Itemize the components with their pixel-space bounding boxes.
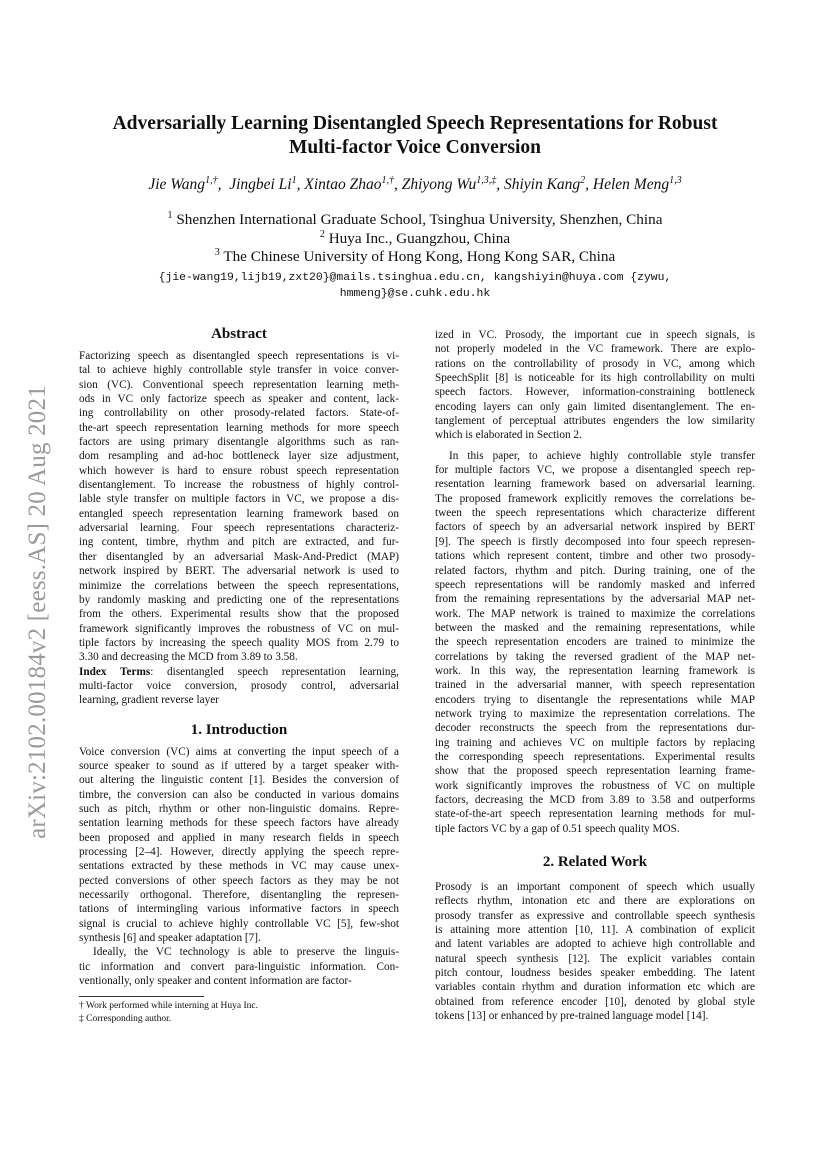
- text-line: correlations by taking the reversed gradient of the MAP net-: [435, 650, 755, 663]
- text-line: the corresponding speech representations. Experimental results: [435, 750, 755, 763]
- text-line: 3.30 and decreasing the MCD from 3.89 to 3.58.: [79, 651, 298, 664]
- index-terms-line: multi-factor voice conversion, prosody control, adversarial: [79, 679, 399, 692]
- text-line: tic information and convert para-linguistic information. Con-: [79, 960, 399, 973]
- arxiv-identifier: arXiv:2102.00184v2 [eess.AS] 20 Aug 2021: [24, 385, 51, 839]
- text-line: signal is crucial to achieve highly controllable VC [5], few-shot: [79, 917, 399, 930]
- text-line: prosody transfer as expressive and controllable speech synthesis: [435, 909, 755, 922]
- email-line-2: hmmeng}@se.cuhk.edu.hk: [339, 288, 491, 300]
- text-line: which however is hard to ensure robust speech representation: [79, 464, 399, 477]
- footnote-2: ‡ Corresponding author.: [79, 1014, 172, 1025]
- text-line: encoders trying to disentangle the representations while MAP: [435, 693, 755, 706]
- affiliation-2: [80, 229, 750, 248]
- text-line: variables contain rhythm and duration information etc which are: [435, 981, 755, 994]
- intro-paragraph-2: [79, 945, 399, 988]
- text-line: by randomly masking and predicting one of the representations: [79, 593, 399, 606]
- text-line: lable style transfer on multiple factors in VC, we propose a dis-: [79, 493, 399, 506]
- text-line: from the remaining representations by the adversarial MAP net-: [435, 593, 755, 606]
- text-line: speech representations will be randomly masked and inferred: [435, 578, 755, 591]
- text-line: framework significantly improves the robustness of VC on mul-: [79, 622, 399, 635]
- index-terms-label: Index Terms: [79, 665, 151, 678]
- text-line: synthesis [6] and speaker adaptation [7].: [79, 932, 261, 945]
- right-column: [435, 328, 755, 1023]
- text-line: timbre, the conversion can also be conducted in various domains: [79, 788, 399, 801]
- author-sup: 1,†: [381, 175, 394, 186]
- text-line: natural speech synthesis [12]. The explicit variables contain: [435, 952, 755, 965]
- arxiv-side-label: [18, 352, 58, 872]
- text-line: adversarial learning. Four speech representations characteriz-: [79, 522, 399, 535]
- text-line: rations on the controllability of prosody in VC, among which: [435, 357, 755, 370]
- text-line: Prosody is an important component of speech which usually: [435, 881, 755, 894]
- title-line-1: Adversarially Learning Disentangled Speech Representations for Robust: [112, 113, 718, 134]
- text-line: the-art speech representation learning methods for more speech: [79, 421, 399, 434]
- text-line: network trying to maximize the representation correlations. The: [435, 707, 755, 720]
- text-line: tween the speech representations which characterize different: [435, 507, 755, 520]
- text-line: speech factors. However, information-constraining bottleneck: [435, 386, 755, 399]
- affiliation-sup: 2: [319, 229, 325, 240]
- author-sup: 1,†: [205, 175, 218, 186]
- index-terms: [79, 665, 399, 708]
- intro-paragraph-1: [79, 745, 399, 946]
- text-line: out altering the linguistic content [1]. Besides the conversion of: [79, 774, 399, 787]
- paper-title: [100, 112, 730, 160]
- text-line: decoder reconstructs the speech from the representations dur-: [435, 722, 755, 735]
- affiliation-sup: 3: [214, 247, 220, 258]
- author: Helen Meng: [592, 176, 670, 194]
- text-line: Voice conversion (VC) aims at converting the input speech of a: [79, 745, 399, 758]
- text-line: processing [2–4]. However, directly applying the speech repre-: [79, 846, 399, 858]
- affiliation-1: [80, 210, 750, 229]
- text-line: Ideally, the VC technology is able to preserve the linguis-: [93, 946, 399, 959]
- intro-paragraph-4: [435, 449, 755, 836]
- text-line: ods in VC only factorize speech as speaker and content, lack-: [79, 393, 399, 406]
- text-line: sentations extracted by these methods in VC may cause unex-: [79, 860, 399, 873]
- text-line: from the others. Experimental results show that the proposed: [79, 608, 399, 621]
- text-line: tal to achieve highly controllable style transfer in voice conver-: [79, 364, 399, 377]
- text-line: entangled speech representation learning framework based on: [79, 507, 399, 520]
- abstract-text: [79, 349, 399, 665]
- text-line: been proposed and applied in many research fields in speech: [79, 831, 399, 844]
- text-line: network inspired by BERT. The adversarial network is used to: [79, 565, 399, 578]
- text-line: work. The MAP network is trained to maximize the correlations: [435, 607, 755, 620]
- text-line: tiple factors VC by a gap of 0.51 speech quality MOS.: [435, 822, 680, 835]
- text-line: show that the proposed speech representation learning frame-: [435, 765, 755, 778]
- text-line: ther disentangled by an adversarial Mask-And-Predict (MAP): [79, 550, 399, 563]
- text-line: state-of-the-art speech representation learning methods for mul-: [435, 808, 755, 821]
- text-line: which is elaborated in Section 2.: [435, 429, 582, 442]
- text-line: resentation learning framework based on adversarial learning.: [435, 478, 755, 491]
- text-line: The proposed framework explicitly removes the correlations be-: [435, 492, 755, 505]
- affiliation-text: The Chinese University of Hong Kong, Hong Kong SAR, China: [223, 248, 616, 266]
- text-line: ventionally, only speaker and content information are factor-: [79, 975, 352, 988]
- text-line: tiple factors by increasing the speech quality MOS from 2.79 to: [79, 636, 399, 649]
- text-line: between the masked and the remaining representations, while: [435, 621, 755, 634]
- related-work-heading: 2. Related Work: [542, 854, 648, 871]
- author-sup: 2: [580, 175, 586, 186]
- abstract-heading: Abstract: [211, 326, 267, 342]
- text-line: [9]. The speech is firstly decomposed into four speech represen-: [435, 535, 755, 548]
- text-line: factors of speech by an adversarial network inspired by BERT: [435, 521, 755, 534]
- author-sup: 1,3: [669, 175, 682, 186]
- index-terms-text: : disentangled speech representation learning,: [150, 665, 399, 678]
- index-terms-line: learning, gradient reverse layer: [79, 694, 219, 707]
- affiliation-sup: 1: [167, 210, 173, 221]
- text-line: sion (VC). Conventional speech representation learning meth-: [79, 378, 399, 391]
- text-line: factors, decreasing the MCD from 3.89 to 3.58 and outperforms: [435, 794, 755, 806]
- affiliation-text: Shenzhen International Graduate School, Tsinghua University, Shenzhen, China: [176, 211, 663, 229]
- text-line: the speech representation encoders are trained to minimize the: [435, 636, 755, 649]
- text-line: SpeechSplit [8] is noticeable for its high controllability on multi: [435, 372, 755, 385]
- text-line: tanglement of perceptual attributes engenders the low similarity: [435, 415, 755, 428]
- email-block: [80, 270, 750, 302]
- text-line: dom resampling and ad-hoc bottleneck layer size adjustment,: [79, 450, 399, 463]
- text-line: factors are using primary disentangle algorithms such as ran-: [79, 436, 399, 449]
- left-column: [79, 324, 399, 1026]
- author-sup: 1,3,‡: [476, 175, 497, 186]
- author-sup: 1: [291, 175, 297, 186]
- text-line: not properly modeled in the VC framework. There are explo-: [435, 343, 755, 356]
- text-line: trained in the adversarial manner, with speech representation: [435, 679, 755, 692]
- text-line: necessarily orthogonal. Therefore, disentangling the represen-: [79, 889, 399, 902]
- text-line: work. In this way, the representation learning framework is: [435, 664, 755, 677]
- author: Jingbei Li: [229, 176, 292, 194]
- email-line-1: {jie-wang19,lijb19,zxt20}@mails.tsinghua.edu.cn, kangshiyin@huya.com {zywu,: [158, 272, 672, 284]
- author: Zhiyong Wu: [401, 176, 477, 194]
- affiliation-3: [80, 247, 750, 266]
- text-line: reflects rhythm, intonation etc and there are explorations on: [435, 895, 755, 908]
- text-line: tations of intermingling various informative factors in speech: [79, 903, 399, 916]
- author: Shiyin Kang: [503, 176, 581, 194]
- text-line: sentation learning methods for these speech factors have already: [79, 817, 399, 830]
- affiliation-text: Huya Inc., Guangzhou, China: [328, 230, 511, 248]
- footnote-1: † Work performed while interning at Huya Inc.: [79, 1001, 258, 1012]
- text-line: encoding layers can only gain limited disentanglement. The en-: [435, 400, 755, 413]
- text-line: related factors, rhythm and pitch. During training, one of the: [435, 564, 755, 577]
- text-line: tations which represent content, timbre and other two prosody-: [435, 550, 755, 563]
- author-list: Jie Wang$^{1,\dagger}$, Jingbei Li$^1$, Xintao Zhao$^{1,\dagger}$, Zhiyong $Wu^{1,3,\ddagger}$, Shiyin Kang$^2$, Helen Meng$^{1,3}$: [148, 175, 682, 194]
- text-line: source speaker to sound as if uttered by a target speaker with-: [79, 759, 399, 772]
- text-line: such as pitch, rhythm or other non-linguistic domains. Repre-: [79, 802, 399, 815]
- text-line: ized in VC. Prosody, the important cue in speech signals, is: [435, 329, 755, 341]
- text-line: ing content, timbre, rhythm and pitch are extracted, and fur-: [79, 536, 399, 549]
- intro-heading: 1. Introduction: [190, 721, 288, 738]
- text-line: ing training and achieves VC on multiple factors by replacing: [435, 736, 755, 749]
- text-line: minimize the correlations between the speech representations,: [79, 579, 399, 592]
- text-line: ing controllability on other prosody-related factors. State-of-: [79, 407, 399, 420]
- text-line: pitch contour, loudness besides speaker embedding. The latent: [435, 967, 755, 980]
- text-line: tokens [13] or enhanced by pre-trained language model [14].: [435, 1010, 709, 1023]
- author: Jie Wang: [148, 176, 206, 194]
- intro-paragraph-3: [435, 328, 755, 443]
- text-line: and latent variables are adopted to achieve high controllable and: [435, 938, 755, 951]
- text-line: for multiple factors VC, we propose a disentangled speech rep-: [435, 464, 755, 477]
- text-line: pected conversions of other speech factors as they may be not: [79, 874, 399, 887]
- text-line: In this paper, to achieve highly controllable style transfer: [449, 449, 755, 462]
- text-line: disentanglement. To increase the robustness of highly control-: [79, 479, 399, 492]
- footnote-rule: [79, 996, 204, 997]
- title-line-2: Multi-factor Voice Conversion: [288, 137, 542, 158]
- text-line: is attaining more attention [10, 11]. A combination of explicit: [435, 924, 755, 937]
- text-line: obtained from reference encoder [10], denoted by global style: [435, 995, 755, 1008]
- related-work-paragraph: [435, 880, 755, 1023]
- index-terms-line: [79, 665, 399, 679]
- author: Xintao Zhao: [304, 176, 382, 194]
- text-line: work significantly improves the robustness of VC on multiple: [435, 779, 755, 792]
- text-line: Factorizing speech as disentangled speech representations is vi-: [79, 350, 399, 362]
